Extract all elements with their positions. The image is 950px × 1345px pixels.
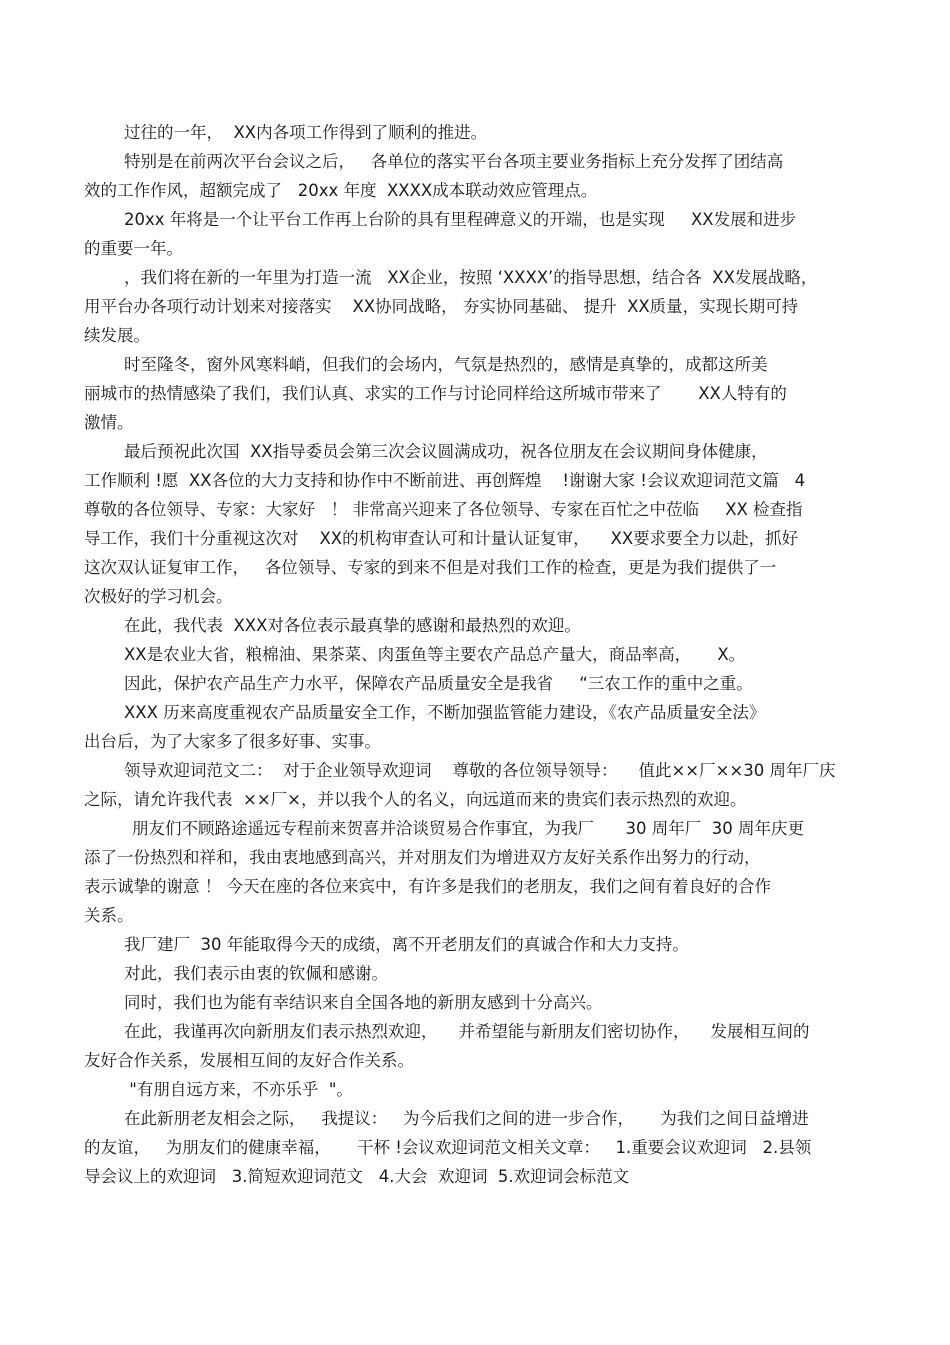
- text-line: 20xx 年将是一个让平台工作再上台阶的具有里程碑意义的开端，也是实现 XX发展和进步: [124, 210, 797, 229]
- text-line: 尊敬的各位领导、专家：大家好 ！ 非常高兴迎来了各位领导、专家在百忙之中莅临 XX 检查指: [84, 500, 803, 519]
- text-line: 朋友们不顾路途遥远专程前来贺喜并洽谈贸易合作事宜，为我厂 30 周年厂 30 周年庆更: [132, 819, 804, 838]
- text-line: 之际，请允许我代表 ××厂×，并以我个人的名义，向远道而来的贵宾们表示热烈的欢迎。: [84, 790, 747, 809]
- text-line: 因此，保护农产品生产力水平，保障农产品质量安全是我省 “三农工作的重中之重。: [124, 674, 753, 693]
- text-line: 友好合作关系，发展相互间的友好合作关系。: [84, 1051, 414, 1070]
- text-line: 在此，我谨再次向新朋友们表示热烈欢迎， 并希望能与新朋友们密切协作， 发展相互间的: [124, 1022, 810, 1041]
- text-line: 出台后，为了大家多了很多好事、实事。: [84, 732, 381, 751]
- text-line: 的重要一年。: [84, 239, 183, 258]
- text-line: 导会议上的欢迎词 3.简短欢迎词范文 4.大会 欢迎词 5.欢迎词会标范文: [84, 1167, 630, 1186]
- text-line: 续发展。: [84, 326, 150, 345]
- document-body: [84, 118, 874, 1191]
- text-line: 领导欢迎词范文二： 对于企业领导欢迎词 尊敬的各位领导领导： 值此××厂××30 周年厂庆: [124, 761, 836, 780]
- text-line: 在此，我代表 XXX对各位表示最真挚的感谢和最热烈的欢迎。: [124, 616, 581, 635]
- text-line: 表示诚挚的谢意 ！ 今天在座的各位来宾中，有许多是我们的老朋友，我们之间有着良好的合作: [84, 877, 771, 896]
- text-line: 添了一份热烈和祥和，我由衷地感到高兴，并对朋友们为增进双方友好关系作出努力的行动，: [84, 848, 761, 867]
- text-line: 过往的一年， XX内各项工作得到了顺利的推进。: [124, 123, 488, 142]
- text-line: 次极好的学习机会。: [84, 587, 233, 606]
- text-line: 关系。: [84, 906, 134, 925]
- text-line: 最后预祝此次国 XX指导委员会第三次会议圆满成功，祝各位朋友在会议期间身体健康，: [124, 442, 768, 461]
- text-line: 激情。: [84, 413, 134, 432]
- text-line: XX是农业大省，粮棉油、果茶菜、肉蛋鱼等主要农产品总产量大，商品率高， X。: [124, 645, 746, 664]
- text-line: 丽城市的热情感染了我们，我们认真、求实的工作与讨论同样给这所城市带来了 XX人特有的: [84, 384, 787, 403]
- text-line: "有朋自远方来，不亦乐乎 "。: [124, 1080, 353, 1099]
- text-line: XXX 历来高度重视农产品质量安全工作，不断加强监管能力建设，《农产品质量安全法》: [124, 703, 766, 722]
- text-line: 用平台办各项行动计划来对接落实 XX协同战略， 夯实协同基础、 提升 XX质量，实现长期可持: [84, 297, 799, 316]
- text-line: 同时，我们也为能有幸结识来自全国各地的新朋友感到十分高兴。: [124, 993, 603, 1012]
- text-line: 工作顺利 !愿 XX各位的大力支持和协作中不断前进、再创辉煌 !谢谢大家 !会议欢迎词范文篇 4: [84, 471, 806, 490]
- text-line: 时至隆冬，窗外风寒料峭，但我们的会场内，气氛是热烈的，感情是真挚的，成都这所美: [124, 355, 768, 374]
- text-line: 在此新朋老友相会之际， 我提议： 为今后我们之间的进一步合作， 为我们之间日益增进: [124, 1109, 809, 1128]
- text-line: 我厂建厂 30 年能取得今天的成绩，离不开老朋友们的真诚合作和大力支持。: [124, 935, 689, 954]
- text-line: 的友谊， 为朋友们的健康幸福， 干杯 !会议欢迎词范文相关文章： 1.重要会议欢迎词 2.县领: [84, 1138, 812, 1157]
- text-line: 效的工作作风，超额完成了 20xx 年度 XXXX成本联动效应管理点。: [84, 181, 598, 200]
- text-line: 导工作，我们十分重视这次对 XX的机构审查认可和计量认证复审， XX要求要全力以赴，抓好: [84, 529, 799, 548]
- text-line: ，我们将在新的一年里为打造一流 XX企业，按照 ‘XXXX’的指导思想，结合各 XX发展战略，: [124, 268, 818, 287]
- text-line: 特别是在前两次平台会议之后， 各单位的落实平台各项主要业务指标上充分发挥了团结高: [124, 152, 784, 171]
- text-line: 这次双认证复审工作， 各位领导、专家的到来不但是对我们工作的检查，更是为我们提供了一: [84, 558, 777, 577]
- text-line: 对此，我们表示由衷的钦佩和感谢。: [124, 964, 388, 983]
